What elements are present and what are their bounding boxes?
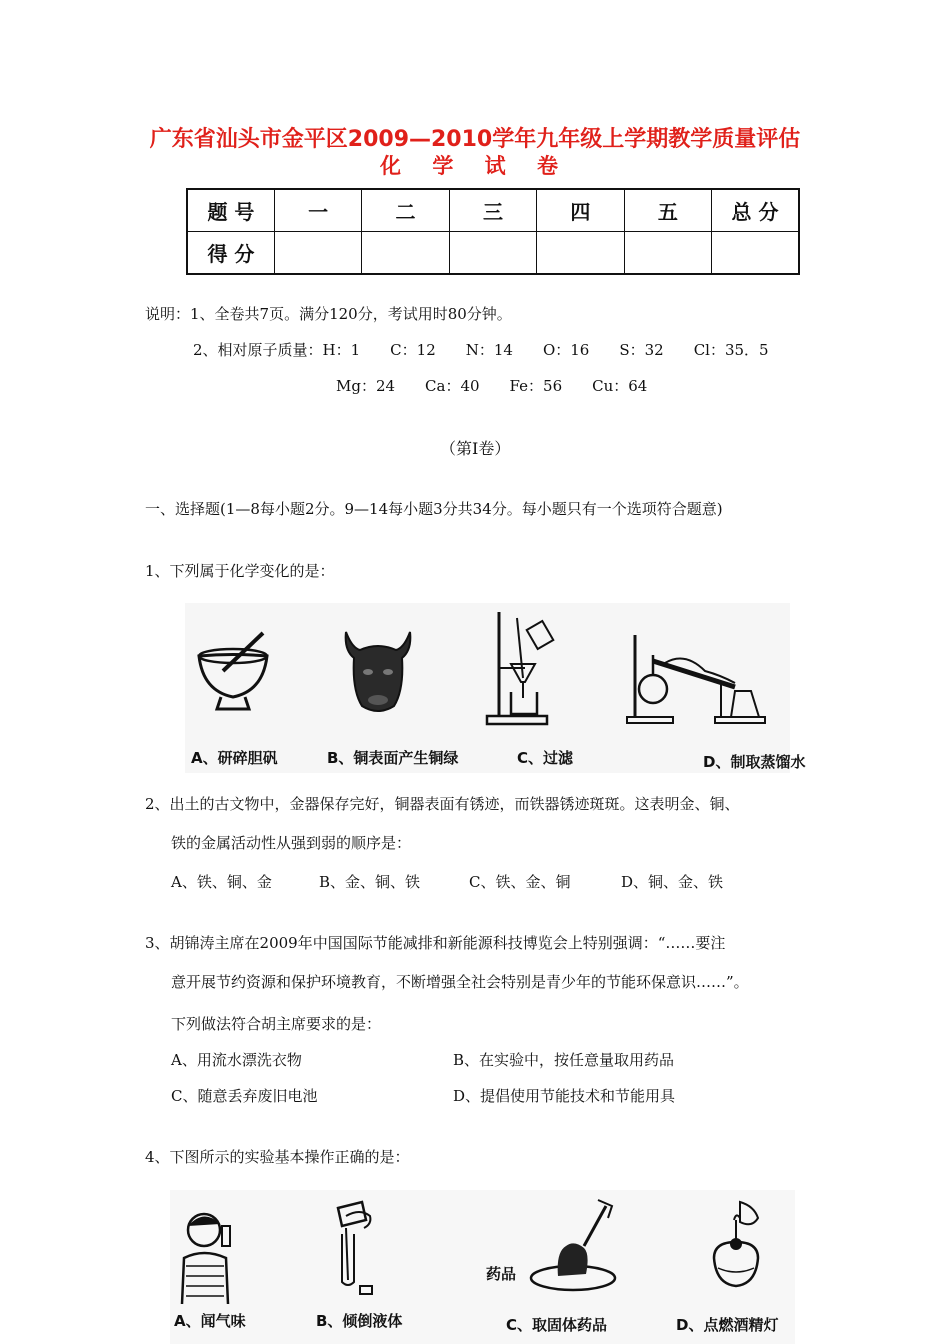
q2-option-a: A、铁、铜、金	[171, 873, 272, 891]
q4-caption-b: B、倾倒液体	[316, 1312, 403, 1330]
score-cell[interactable]	[362, 232, 449, 275]
q3-stem-line1: 3、胡锦涛主席在2009年中国国际节能减排和新能源科技博览会上特别强调：“……要注	[145, 934, 726, 952]
q1-caption-b: B、铜表面产生铜绿	[327, 749, 459, 767]
q1-caption-c: C、过滤	[517, 749, 574, 767]
score-header-cell: 总 分	[712, 189, 799, 232]
q4-caption-a: A、闻气味	[174, 1312, 246, 1330]
instructions-line2: 2、相对原子质量：H：1 C：12 N：14 O：16 S：32 Cl：35．5	[193, 341, 769, 359]
q4-caption-d: D、点燃酒精灯	[676, 1316, 779, 1334]
score-cell[interactable]	[624, 232, 711, 275]
q3-option-b: B、在实验中，按任意量取用药品	[453, 1051, 675, 1069]
q3-stem-line3: 下列做法符合胡主席要求的是：	[171, 1015, 382, 1033]
q1-caption-a: A、研碎胆矾	[191, 749, 278, 767]
score-cell[interactable]	[274, 232, 361, 275]
score-table-header-row	[187, 189, 799, 232]
score-header-cell: 四	[537, 189, 624, 232]
bronze-bull-head-icon	[338, 628, 418, 718]
q2-stem-line1: 2、出土的古文物中，金器保存完好，铜器表面有锈迹，而铁器锈迹斑斑。这表明金、铜、	[145, 795, 740, 813]
section1-heading: 一、选择题(1—8每小题2分。9—14每小题3分共34分。每小题只有一个选项符合题意)	[145, 500, 723, 518]
score-header-cell: 三	[449, 189, 536, 232]
score-cell[interactable]	[712, 232, 799, 275]
score-table-score-row	[187, 232, 799, 275]
score-header-cell: 二	[362, 189, 449, 232]
score-table	[186, 188, 800, 275]
instructions-line3: Mg：24 Ca：40 Fe：56 Cu：64	[336, 377, 648, 395]
q4-stem: 4、下图所示的实验基本操作正确的是：	[145, 1148, 410, 1166]
q3-option-c: C、随意丢弃废旧电池	[171, 1087, 318, 1105]
pouring-liquid-icon	[320, 1198, 390, 1298]
q2-option-d: D、铜、金、铁	[621, 873, 724, 891]
distillation-apparatus-icon	[625, 631, 775, 726]
exam-subtitle: 化 学 试 卷	[380, 154, 570, 178]
q2-option-c: C、铁、金、铜	[469, 873, 571, 891]
q2-option-b: B、金、铜、铁	[319, 873, 421, 891]
q2-stem-line2: 铁的金属活动性从强到弱的顺序是：	[171, 834, 412, 852]
q4-label-drug: 药品	[486, 1265, 517, 1283]
taking-solid-icon	[528, 1196, 618, 1296]
mortar-pestle-icon	[193, 631, 273, 721]
q1-caption-d: D、制取蒸馏水	[703, 753, 806, 771]
score-cell[interactable]	[537, 232, 624, 275]
q4-figure	[170, 1190, 795, 1344]
exam-title: 广东省汕头市金平区2009—2010学年九年级上学期教学质量评估	[149, 127, 801, 152]
q3-option-a: A、用流水漂洗衣物	[171, 1051, 302, 1069]
q3-option-d: D、提倡使用节能技术和节能用具	[453, 1087, 676, 1105]
volume-label: （第Ⅰ卷）	[440, 439, 511, 458]
alcohol-lamp-icon	[700, 1198, 780, 1298]
score-header-cell: 题 号	[187, 189, 274, 232]
score-cell[interactable]	[449, 232, 536, 275]
smelling-boy-icon	[174, 1204, 244, 1304]
score-row-label: 得 分	[187, 232, 274, 275]
instructions-line1: 说明：1、全卷共7页。满分120分，考试用时80分钟。	[145, 305, 512, 323]
q1-figure	[185, 603, 806, 773]
score-header-cell: 一	[274, 189, 361, 232]
q1-stem: 1、下列属于化学变化的是：	[145, 562, 335, 580]
q4-caption-c: C、取固体药品	[506, 1316, 608, 1334]
q3-stem-line2: 意开展节约资源和保护环境教育，不断增强全社会特别是青少年的节能环保意识……”。	[171, 973, 749, 991]
score-header-cell: 五	[624, 189, 711, 232]
filtration-apparatus-icon	[483, 608, 563, 728]
